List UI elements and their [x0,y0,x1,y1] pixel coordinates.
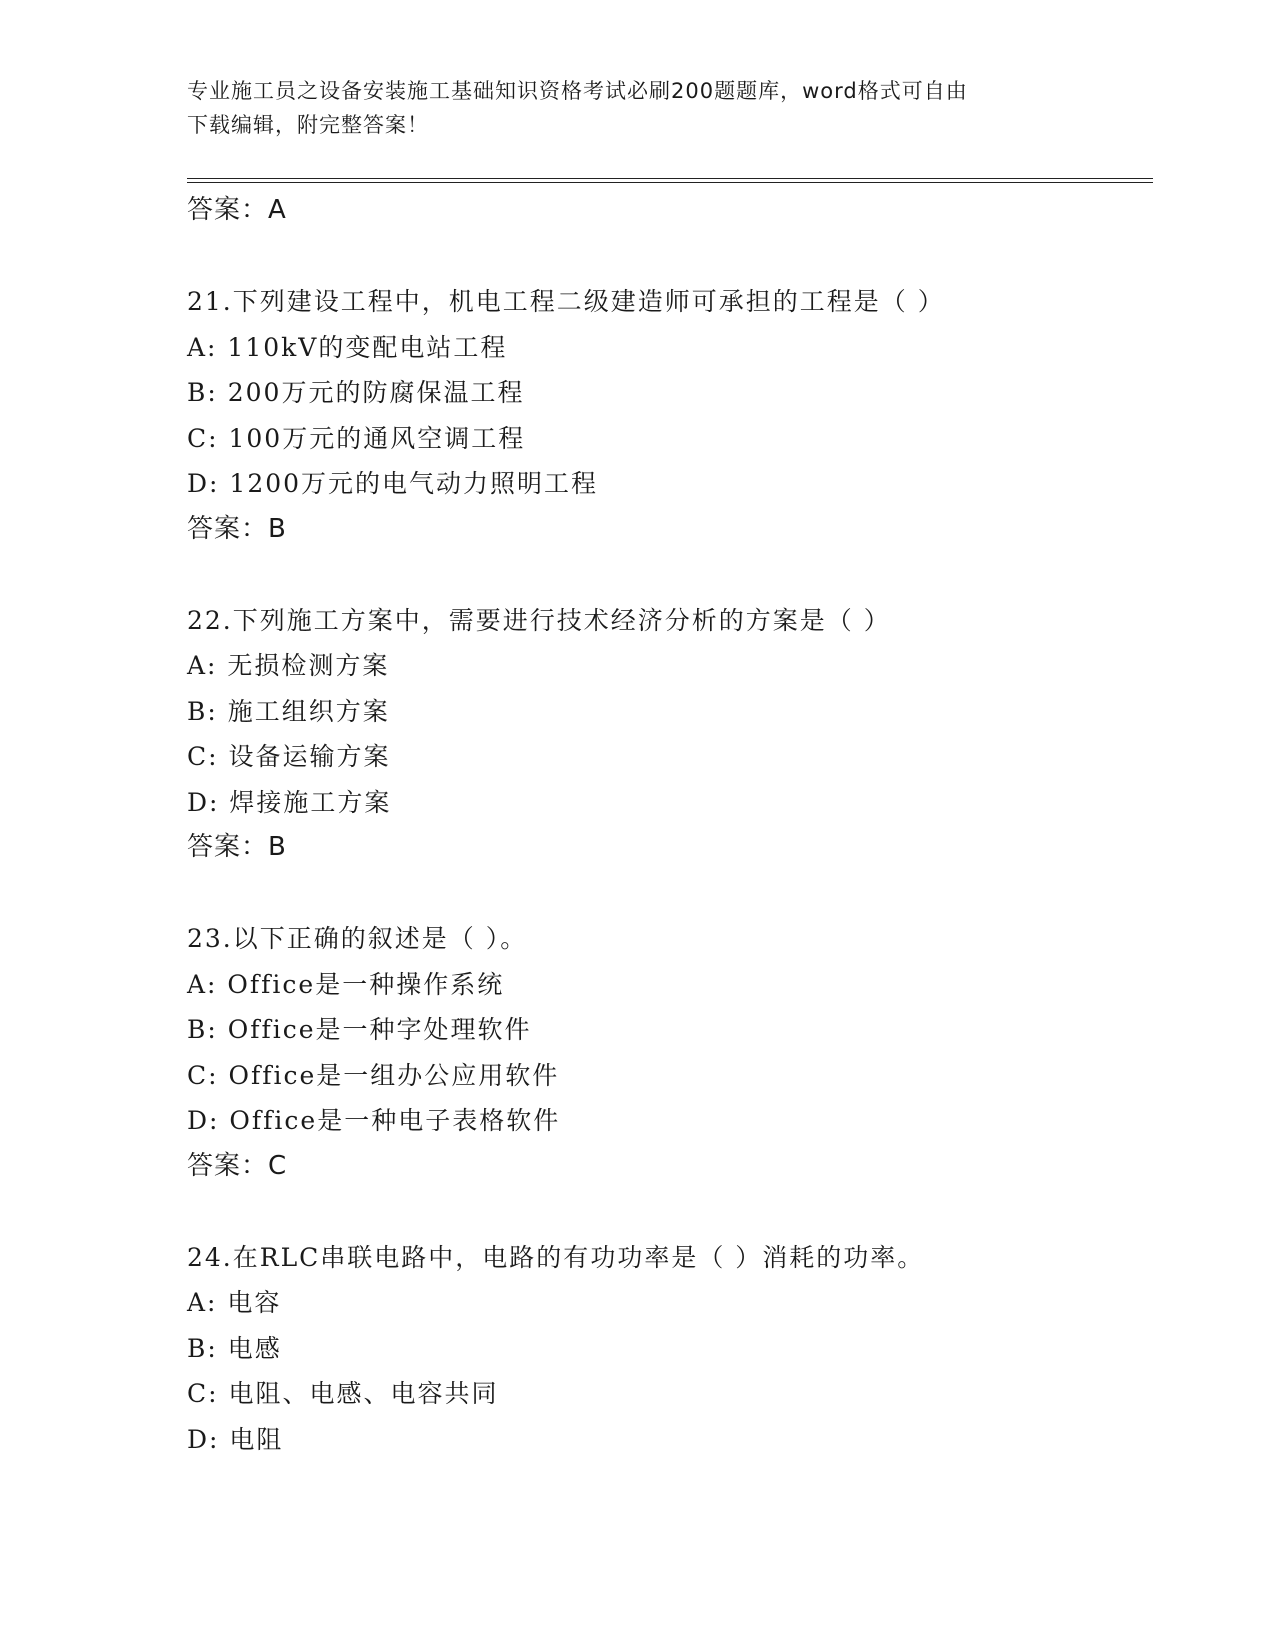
spacer [187,1189,1153,1235]
option-a: A: 电容 [187,1288,282,1317]
spacer [187,871,1153,917]
option-d: D: 电阻 [187,1424,284,1454]
option-b: B: 200万元的防腐保温工程 [187,378,525,407]
header-divider-bottom [187,182,1153,183]
option-d: D: 焊接施工方案 [187,787,392,817]
spacer [187,552,1153,598]
option-b: B: 施工组织方案 [187,696,390,726]
spacer [187,234,1153,280]
header-line-2: 下载编辑，附完整答案！ [187,113,429,137]
question-23 [187,916,1153,1189]
question-24 [187,1235,1153,1463]
option-c: C: 100万元的通风空调工程 [187,423,526,453]
option-c: C: Office是一组办公应用软件 [187,1060,560,1090]
answer: 答案：B [187,832,287,862]
option-b: B: 电感 [187,1333,282,1363]
question-22 [187,598,1153,871]
answer: 答案：B [187,513,287,544]
document-header [187,74,1067,142]
option-a: A: Office是一种操作系统 [187,969,505,999]
question-title: 23.以下正确的叙述是（ ）。 [187,924,528,953]
option-c: C: 电阻、电感、电容共同 [187,1379,499,1408]
question-title: 24.在RLC串联电路中，电路的有功功率是（ ）消耗的功率。 [187,1242,925,1272]
answer: 答案：C [187,1150,288,1181]
option-d: D: 1200万元的电气动力照明工程 [187,469,599,498]
document-body [187,188,1153,1462]
option-b: B: Office是一种字处理软件 [187,1015,532,1044]
option-d: D: Office是一种电子表格软件 [187,1106,561,1135]
option-c: C: 设备运输方案 [187,742,391,771]
question-21 [187,279,1153,552]
header-line-1: 专业施工员之设备安装施工基础知识资格考试必刷200题题库，word格式可自由 [187,79,968,103]
option-a: A: 无损检测方案 [187,651,390,680]
question-title: 21.下列建设工程中，机电工程二级建造师可承担的工程是（ ） [187,287,945,316]
question-title: 22.下列施工方案中，需要进行技术经济分析的方案是（ ） [187,605,891,635]
header-divider-top [187,178,1153,179]
option-a: A: 110kV的变配电站工程 [187,332,508,362]
answer-previous: 答案：A [187,195,287,225]
